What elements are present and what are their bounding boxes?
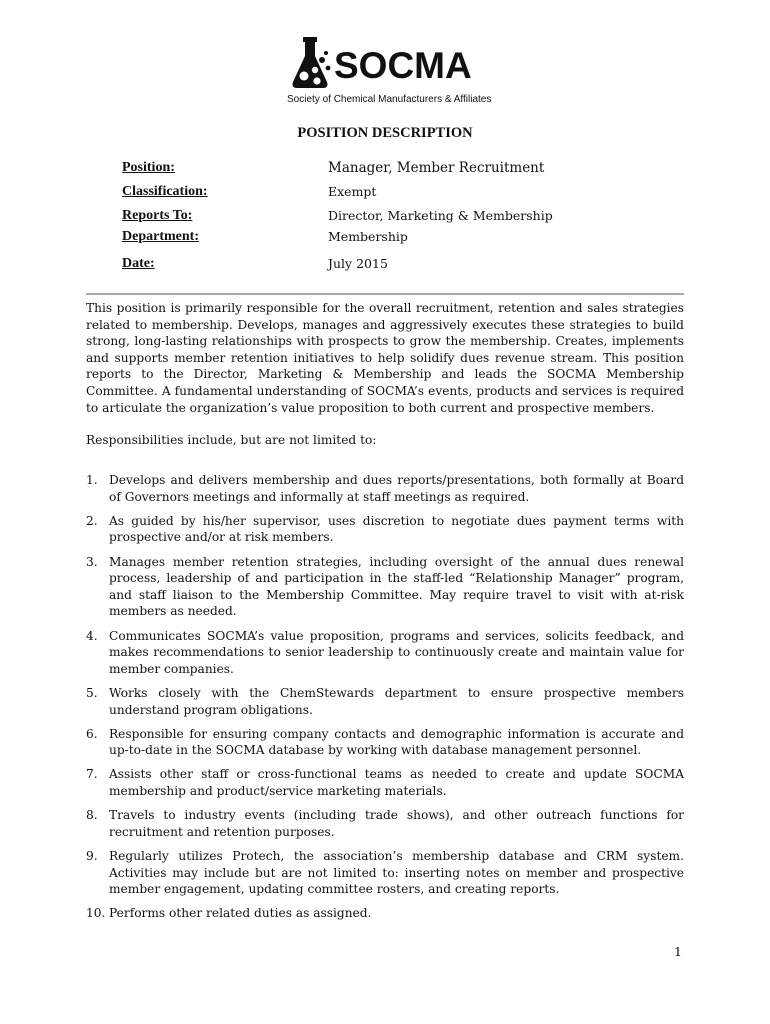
list-number: 8.: [86, 808, 98, 823]
list-item: [86, 685, 684, 718]
field-label: Department: [122, 229, 195, 244]
list-item: [86, 766, 684, 799]
list-number: 1.: [86, 473, 98, 487]
list-number: 10.: [86, 906, 106, 921]
list-text: Travels to industry events (including trade shows), and other outreach functions for recruitment and retention purposes.: [109, 808, 684, 839]
list-number: 5.: [86, 685, 98, 700]
list-text: Communicates SOCMA’s value proposition, programs and services, solicits feedback, and makes recommendations to senior leadership to continuously create and maintain value for member companies.: [109, 628, 684, 676]
list-item: [86, 905, 684, 922]
field-label: Position: [122, 160, 171, 175]
list-item: [86, 807, 684, 840]
list-item: [86, 513, 684, 546]
field-value: Exempt: [328, 184, 377, 199]
logo-wordmark: SOCMA: [334, 45, 472, 86]
list-number: 2.: [86, 513, 98, 528]
divider: [86, 293, 684, 295]
field-colon: :: [187, 208, 193, 223]
page-number: 1: [674, 944, 682, 959]
responsibilities-intro: Responsibilities include, but are not limited to:: [86, 433, 377, 447]
list-text: Responsible for ensuring company contacts and demographic information is accurate and up-to-date in the SOCMA database by working with database management personnel.: [109, 726, 684, 758]
field-colon: :: [170, 160, 175, 175]
flask-icon: [290, 36, 334, 90]
list-item: [86, 848, 684, 898]
list-number: 3.: [86, 554, 98, 569]
field-value: Manager, Member Recruitment: [328, 160, 545, 176]
list-text: Develops and delivers membership and dues reports/presentations, both formally at Board of Governors meetings and informally at staff meetings as required.: [109, 473, 684, 504]
field-label: Date:: [122, 256, 155, 271]
list-number: 4.: [86, 628, 98, 643]
list-text: Assists other staff or cross-functional teams as needed to create and update SOCMA membership and product/service marketing materials.: [109, 767, 684, 799]
logo-tagline: Society of Chemical Manufacturers & Affiliates: [287, 94, 492, 105]
socma-logo: [284, 34, 494, 112]
field-label: Classification:: [122, 184, 208, 199]
list-text: As guided by his/her supervisor, uses discretion to negotiate dues payment terms with prospective and/or at risk members.: [109, 513, 684, 545]
list-number: 6.: [86, 726, 98, 741]
field-label: Reports To: [122, 208, 188, 223]
list-text: Manages member retention strategies, including oversight of the annual dues renewal process, leadership of and participation in the staff-led “Relationship Manager” program, and staff liaison to the Membership Committee. May require travel to visit with at-risk members as needed.: [109, 554, 684, 619]
page-title: POSITION DESCRIPTION: [297, 125, 473, 141]
list-text: Performs other related duties as assigned.: [109, 906, 372, 921]
list-number: 9.: [86, 849, 98, 864]
responsibilities-list: [86, 472, 684, 930]
field-value: Director, Marketing & Membership: [328, 208, 553, 223]
list-item: [86, 628, 684, 678]
field-value: July 2015: [328, 256, 388, 271]
list-number: 7.: [86, 767, 98, 782]
list-item: [86, 472, 684, 505]
list-text: Works closely with the ChemStewards department to ensure prospective members understand program obligations.: [109, 685, 684, 717]
list-item: [86, 726, 684, 759]
list-text: Regularly utilizes Protech, the association’s membership database and CRM system. Activities may include but are not limited to: inserting notes on member and prospective member engagement, updating committee rosters, and creating reports.: [109, 849, 684, 897]
summary-paragraph: This position is primarily responsible for the overall recruitment, retention and sales strategies related to membership. Develops, manages and aggressively executes these strategies to build strong, long-lasting relationships with prospects to grow the membership. Creates, implements and supports member retention initiatives to help solidify dues revenue stream. This position reports to the Director, Marketing & Membership and leads the SOCMA Membership Committee. A fundamental understanding of SOCMA’s events, products and services is required to articulate the organization’s value proposition to both current and prospective members.: [86, 301, 684, 415]
field-value: Membership: [328, 229, 408, 244]
list-item: [86, 554, 684, 620]
field-colon: :: [194, 229, 199, 244]
